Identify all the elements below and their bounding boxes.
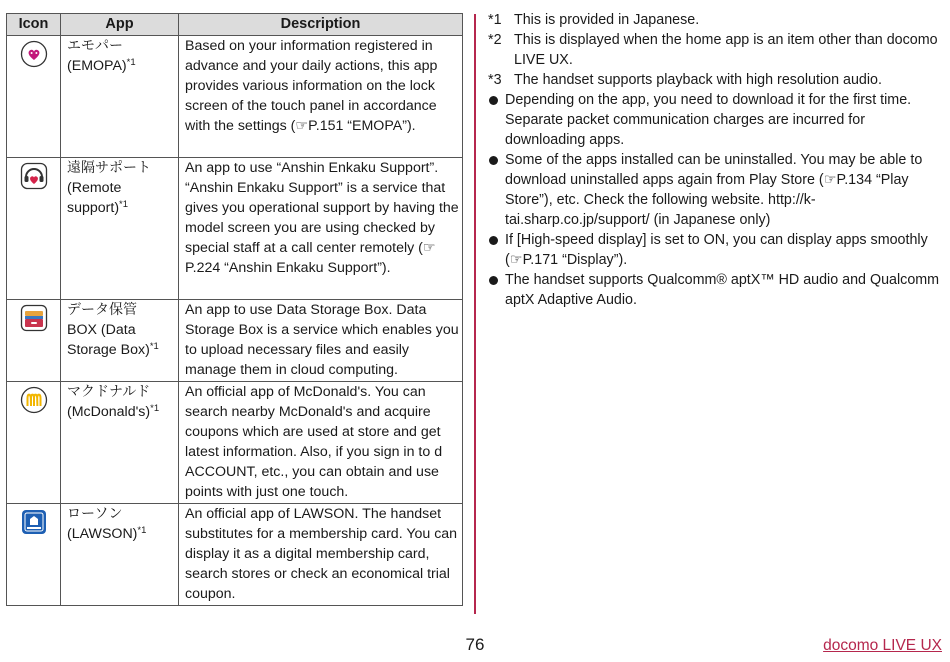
mcdonalds-icon <box>20 386 48 414</box>
table-row <box>7 300 463 382</box>
icon-cell <box>7 36 61 158</box>
notes-column <box>488 10 946 310</box>
app-name-cell <box>61 300 179 382</box>
app-name-cell <box>61 382 179 504</box>
app-name-en: BOX (Data Storage Box) <box>67 322 150 358</box>
app-name-en: (McDonald's) <box>67 404 151 420</box>
icon-cell <box>7 300 61 382</box>
remote-support-icon <box>20 162 48 190</box>
app-name-cell <box>61 158 179 300</box>
footnote-ref: *1 <box>149 341 159 352</box>
app-name-cell <box>61 36 179 158</box>
header-app: App <box>61 14 179 36</box>
footnote-ref: *1 <box>150 403 160 414</box>
table-row <box>7 158 463 300</box>
app-name-jp: マクドナルド <box>67 384 151 400</box>
app-name-en: (EMOPA) <box>67 58 127 74</box>
app-name-en: (LAWSON) <box>67 526 138 542</box>
footnote-text: The handset supports playback with high resolution audio. <box>514 72 882 88</box>
app-description: An official app of McDonald's. You can search nearby McDonald's and acquire coupons which are used at store and get latest information. Also, if you sign in to d ACCOUNT, etc., you can obtain and use points with just one touch. <box>179 382 463 504</box>
bullet-text: The handset supports Qualcomm® aptX™ HD audio and Qualcomm aptX Adaptive Audio. <box>505 272 940 308</box>
emopa-heart-icon <box>20 40 48 68</box>
bullet-dot-icon <box>489 96 498 105</box>
header-description: Description <box>179 14 463 36</box>
bullet-dot-icon <box>489 276 498 285</box>
bullet-item <box>488 150 946 230</box>
data-storage-icon <box>20 304 48 332</box>
footnote <box>488 70 946 90</box>
app-name-cell <box>61 504 179 606</box>
footnote <box>488 10 946 30</box>
lawson-icon <box>20 508 48 536</box>
footnote-mark: *3 <box>488 72 502 88</box>
app-description: Based on your information registered in advance and your daily actions, this app provides various information on the lock screen of the touch panel in accordance with the settings (☞P.151 “EMOPA”). <box>179 36 463 158</box>
footnote-text: This is displayed when the home app is an item other than docomo LIVE UX. <box>514 32 938 68</box>
icon-cell <box>7 382 61 504</box>
page-number: 76 <box>465 635 485 654</box>
app-name-jp: データ保管 <box>67 302 137 318</box>
bullet-dot-icon <box>489 236 498 245</box>
table-row <box>7 36 463 158</box>
footnote-mark: *2 <box>488 32 502 48</box>
app-description: An app to use Data Storage Box. Data Storage Box is a service which enables you to upload necessary files and easily manage them in cloud computing. <box>179 300 463 382</box>
footnote-ref: *1 <box>137 525 147 536</box>
footnote-text: This is provided in Japanese. <box>514 12 700 28</box>
app-name-jp: ローソン <box>67 506 123 522</box>
app-description: An official app of LAWSON. The handset substitutes for a membership card. You can display it as a digital membership card, search stores or check an economical trial coupon. <box>179 504 463 606</box>
icon-cell <box>7 158 61 300</box>
footnote-mark: *1 <box>488 12 502 28</box>
bullet-dot-icon <box>489 156 498 165</box>
header-icon: Icon <box>7 14 61 36</box>
footer-section-link[interactable]: docomo LIVE UX <box>823 637 942 654</box>
bullet-text: Depending on the app, you need to download it for the first time. Separate packet communication charges are incurred for downloading apps. <box>505 92 912 148</box>
table-row <box>7 382 463 504</box>
app-name-jp: エモパー <box>67 38 123 54</box>
app-name-jp: 遠隔サポート <box>67 160 151 176</box>
footnote-ref: *1 <box>119 199 129 210</box>
app-description: An app to use “Anshin Enkaku Support”. “Anshin Enkaku Support” is a service that gives you operational support by having the model screen you are using checked by special staff at a call center remotely (☞P.224 “Anshin Enkaku Support”). <box>179 158 463 300</box>
icon-cell <box>7 504 61 606</box>
table-row <box>7 504 463 606</box>
column-divider <box>474 14 476 614</box>
bullet-text: If [High-speed display] is set to ON, you can display apps smoothly (☞P.171 “Display”). <box>505 232 928 268</box>
bullet-item <box>488 90 946 150</box>
footnote-ref: *1 <box>126 57 136 68</box>
apps-table <box>6 13 463 606</box>
table-header-row <box>7 14 463 36</box>
footnote <box>488 30 946 70</box>
bullet-item <box>488 230 946 270</box>
bullet-text: Some of the apps installed can be uninstalled. You may be able to download uninstalled apps again from Play Store (☞P.134 “Play Store”), etc. Check the following website. http://k-tai.sharp.co.jp/support/ (in Japanese only) <box>505 152 923 228</box>
bullet-item <box>488 270 946 310</box>
app-name-en: (Remote support) <box>67 180 122 216</box>
